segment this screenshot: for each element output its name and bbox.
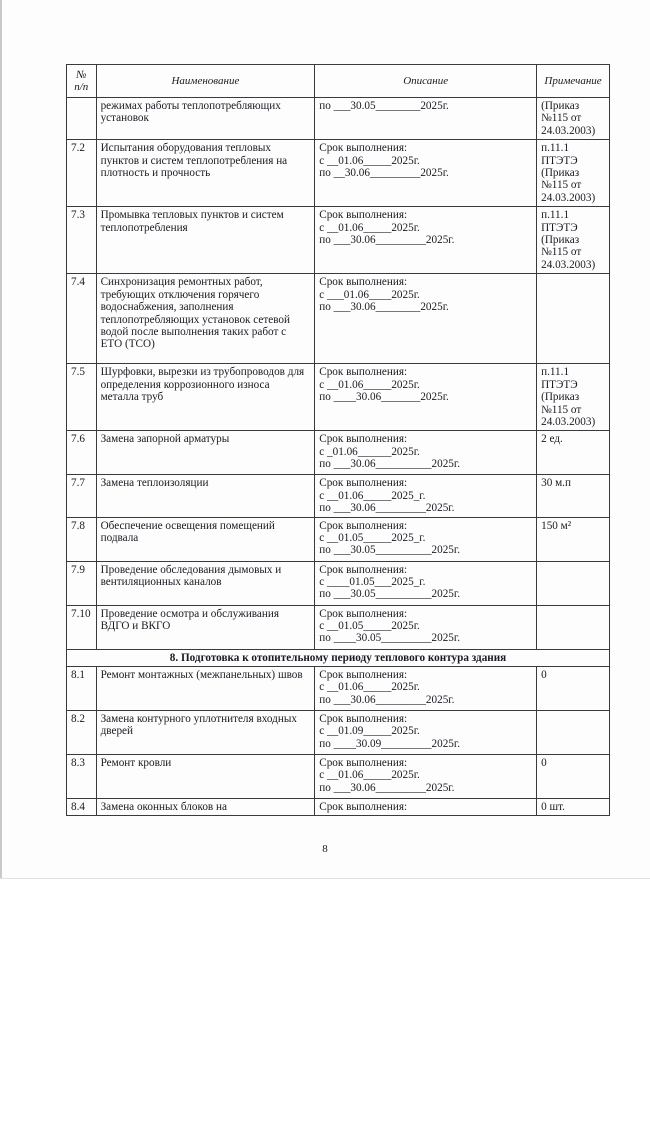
work-note xyxy=(537,274,610,364)
schedule-line: с __01.09_____2025г. xyxy=(319,725,420,738)
work-name: Замена запорной арматуры xyxy=(96,431,315,475)
schedule-line: с __01.06_____2025г. xyxy=(319,221,420,234)
schedule-line: с __01.06_____2025г. xyxy=(319,681,420,694)
schedule-line: с __01.05_____2025_г. xyxy=(319,531,426,544)
work-name: Промывка тепловых пунктов и систем теплопотребления xyxy=(96,207,315,274)
table-row xyxy=(67,754,610,798)
section-8-title: 8. Подготовка к отопительному периоду теплового контура здания xyxy=(67,649,610,666)
work-schedule xyxy=(315,364,537,431)
work-note: 150 м² xyxy=(537,517,610,561)
row-number: 7.6 xyxy=(67,431,97,475)
work-note: (Приказ №115 от 24.03.2003) xyxy=(537,98,610,140)
row-number: 7.5 xyxy=(67,364,97,431)
work-schedule xyxy=(315,517,537,561)
work-name: Обеспечение освещения помещений подвала xyxy=(96,517,315,561)
table-row xyxy=(67,666,610,710)
row-number xyxy=(67,98,97,140)
work-name: Ремонт монтажных (межпанельных) швов xyxy=(96,666,315,710)
table-row xyxy=(67,605,610,649)
work-name: Шурфовки, вырезки из трубопроводов для определения коррозионного износа металла труб xyxy=(96,364,315,431)
row-number: 8.3 xyxy=(67,754,97,798)
work-name: Испытания оборудования тепловых пунктов и систем теплопотребления на плотность и прочность xyxy=(96,140,315,207)
work-schedule xyxy=(315,798,537,815)
row-number: 7.4 xyxy=(67,274,97,364)
table-row xyxy=(67,517,610,561)
schedule-line: Срок выполнения: xyxy=(319,142,408,155)
schedule-line: Срок выполнения: xyxy=(319,433,408,446)
schedule-line: по ___30.06_________2025г. xyxy=(319,781,455,794)
work-name: Замена оконных блоков на xyxy=(96,798,315,815)
table-row xyxy=(67,207,610,274)
schedule-line: Срок выполнения: xyxy=(319,800,408,813)
row-number: 7.2 xyxy=(67,140,97,207)
schedule-line: с ____01.05___2025_г. xyxy=(319,575,426,588)
header-note: Примечание xyxy=(537,65,610,98)
work-name: Проведение обследования дымовых и вентиляционных каналов xyxy=(96,561,315,605)
schedule-line: по __30.06_________2025г. xyxy=(319,167,449,180)
row-number: 8.1 xyxy=(67,666,97,710)
work-note: п.11.1 ПТЭТЭ (Приказ №115 от 24.03.2003) xyxy=(537,207,610,274)
schedule-line: Срок выполнения: xyxy=(319,276,408,289)
table-row xyxy=(67,98,610,140)
table-row xyxy=(67,798,610,815)
table-header-row xyxy=(67,65,610,98)
row-number: 7.9 xyxy=(67,561,97,605)
work-schedule xyxy=(315,207,537,274)
work-schedule xyxy=(315,274,537,364)
schedule-line: по ____30.09_________2025г. xyxy=(319,737,461,750)
work-schedule xyxy=(315,561,537,605)
work-name: Синхронизация ремонтных работ, требующих отключения горячего водоснабжения, заполнения теплопотребляющих установок сетевой водой после выполнения таких работ с ЕТО (ТСО) xyxy=(96,274,315,364)
work-name: Замена контурного уплотнителя входных дверей xyxy=(96,710,315,754)
row-number: 8.2 xyxy=(67,710,97,754)
schedule-line: с __01.06_____2025г. xyxy=(319,154,420,167)
work-schedule xyxy=(315,605,537,649)
row-number: 7.8 xyxy=(67,517,97,561)
section-8-row xyxy=(67,649,610,666)
table-row xyxy=(67,561,610,605)
schedule-line: по ___30.05__________2025г. xyxy=(319,588,461,601)
schedule-line: по ___30.05__________2025г. xyxy=(319,544,461,557)
work-note: 0 шт. xyxy=(537,798,610,815)
page-number: 8 xyxy=(322,843,328,855)
schedule-line: с __01.06_____2025_г. xyxy=(319,489,426,502)
work-note: 0 xyxy=(537,666,610,710)
schedule-line: с __01.05_____2025г. xyxy=(319,619,420,632)
schedule-line: с _01.06______2025г. xyxy=(319,445,420,458)
table-row xyxy=(67,475,610,517)
work-note: п.11.1 ПТЭТЭ (Приказ №115 от 24.03.2003) xyxy=(537,364,610,431)
schedule-line: Срок выполнения: xyxy=(319,366,408,379)
header-num: № п/п xyxy=(67,65,97,98)
schedule-line: Срок выполнения: xyxy=(319,519,408,532)
work-schedule xyxy=(315,710,537,754)
schedule-line: по ___30.06_________2025г. xyxy=(319,234,455,247)
row-number: 8.4 xyxy=(67,798,97,815)
schedule-line: Срок выполнения: xyxy=(319,756,408,769)
table-row xyxy=(67,140,610,207)
work-schedule xyxy=(315,666,537,710)
work-schedule xyxy=(315,98,537,140)
schedule-line: по ___30.06________2025г. xyxy=(319,301,449,314)
work-name: Проведение осмотра и обслуживания ВДГО и ВКГО xyxy=(96,605,315,649)
schedule-line: по ____30.06_______2025г. xyxy=(319,391,449,404)
schedule-line: Срок выполнения: xyxy=(319,563,408,576)
schedule-line: Срок выполнения: xyxy=(319,477,408,490)
work-note: 2 ед. xyxy=(537,431,610,475)
work-note: 30 м.п xyxy=(537,475,610,517)
row-number: 7.3 xyxy=(67,207,97,274)
table-row xyxy=(67,431,610,475)
scan-edge xyxy=(0,0,2,878)
schedule-line: по ___30.06_________2025г. xyxy=(319,693,455,706)
work-schedule xyxy=(315,140,537,207)
schedule-line: с __01.06_____2025г. xyxy=(319,378,420,391)
work-note xyxy=(537,710,610,754)
schedule-line: по ___30.05________2025г. xyxy=(319,100,449,112)
schedule-line: с ___01.06____2025г. xyxy=(319,288,420,301)
work-schedule xyxy=(315,475,537,517)
table-row xyxy=(67,710,610,754)
schedule-line: с __01.06_____2025г. xyxy=(319,769,420,782)
work-name: Замена теплоизоляции xyxy=(96,475,315,517)
schedule-line: Срок выполнения: xyxy=(319,668,408,681)
table-row xyxy=(67,274,610,364)
table-row xyxy=(67,364,610,431)
schedule-line: по ____30.05_________2025г. xyxy=(319,632,461,645)
schedule-line: Срок выполнения: xyxy=(319,712,408,725)
work-note: п.11.1 ПТЭТЭ (Приказ №115 от 24.03.2003) xyxy=(537,140,610,207)
schedule-line: по ___30.06__________2025г. xyxy=(319,458,461,471)
work-name: режимах работы теплопотребляющих установок xyxy=(96,98,315,140)
header-name: Наименование xyxy=(96,65,315,98)
work-name: Ремонт кровли xyxy=(96,754,315,798)
work-schedule xyxy=(315,754,537,798)
row-number: 7.7 xyxy=(67,475,97,517)
header-desc: Описание xyxy=(315,65,537,98)
work-note xyxy=(537,561,610,605)
works-table xyxy=(66,64,610,816)
row-number: 7.10 xyxy=(67,605,97,649)
work-note xyxy=(537,605,610,649)
work-schedule xyxy=(315,431,537,475)
work-note: 0 xyxy=(537,754,610,798)
schedule-line: Срок выполнения: xyxy=(319,209,408,222)
schedule-line: по ___30.06_________2025г. xyxy=(319,502,455,515)
schedule-line: Срок выполнения: xyxy=(319,607,408,620)
